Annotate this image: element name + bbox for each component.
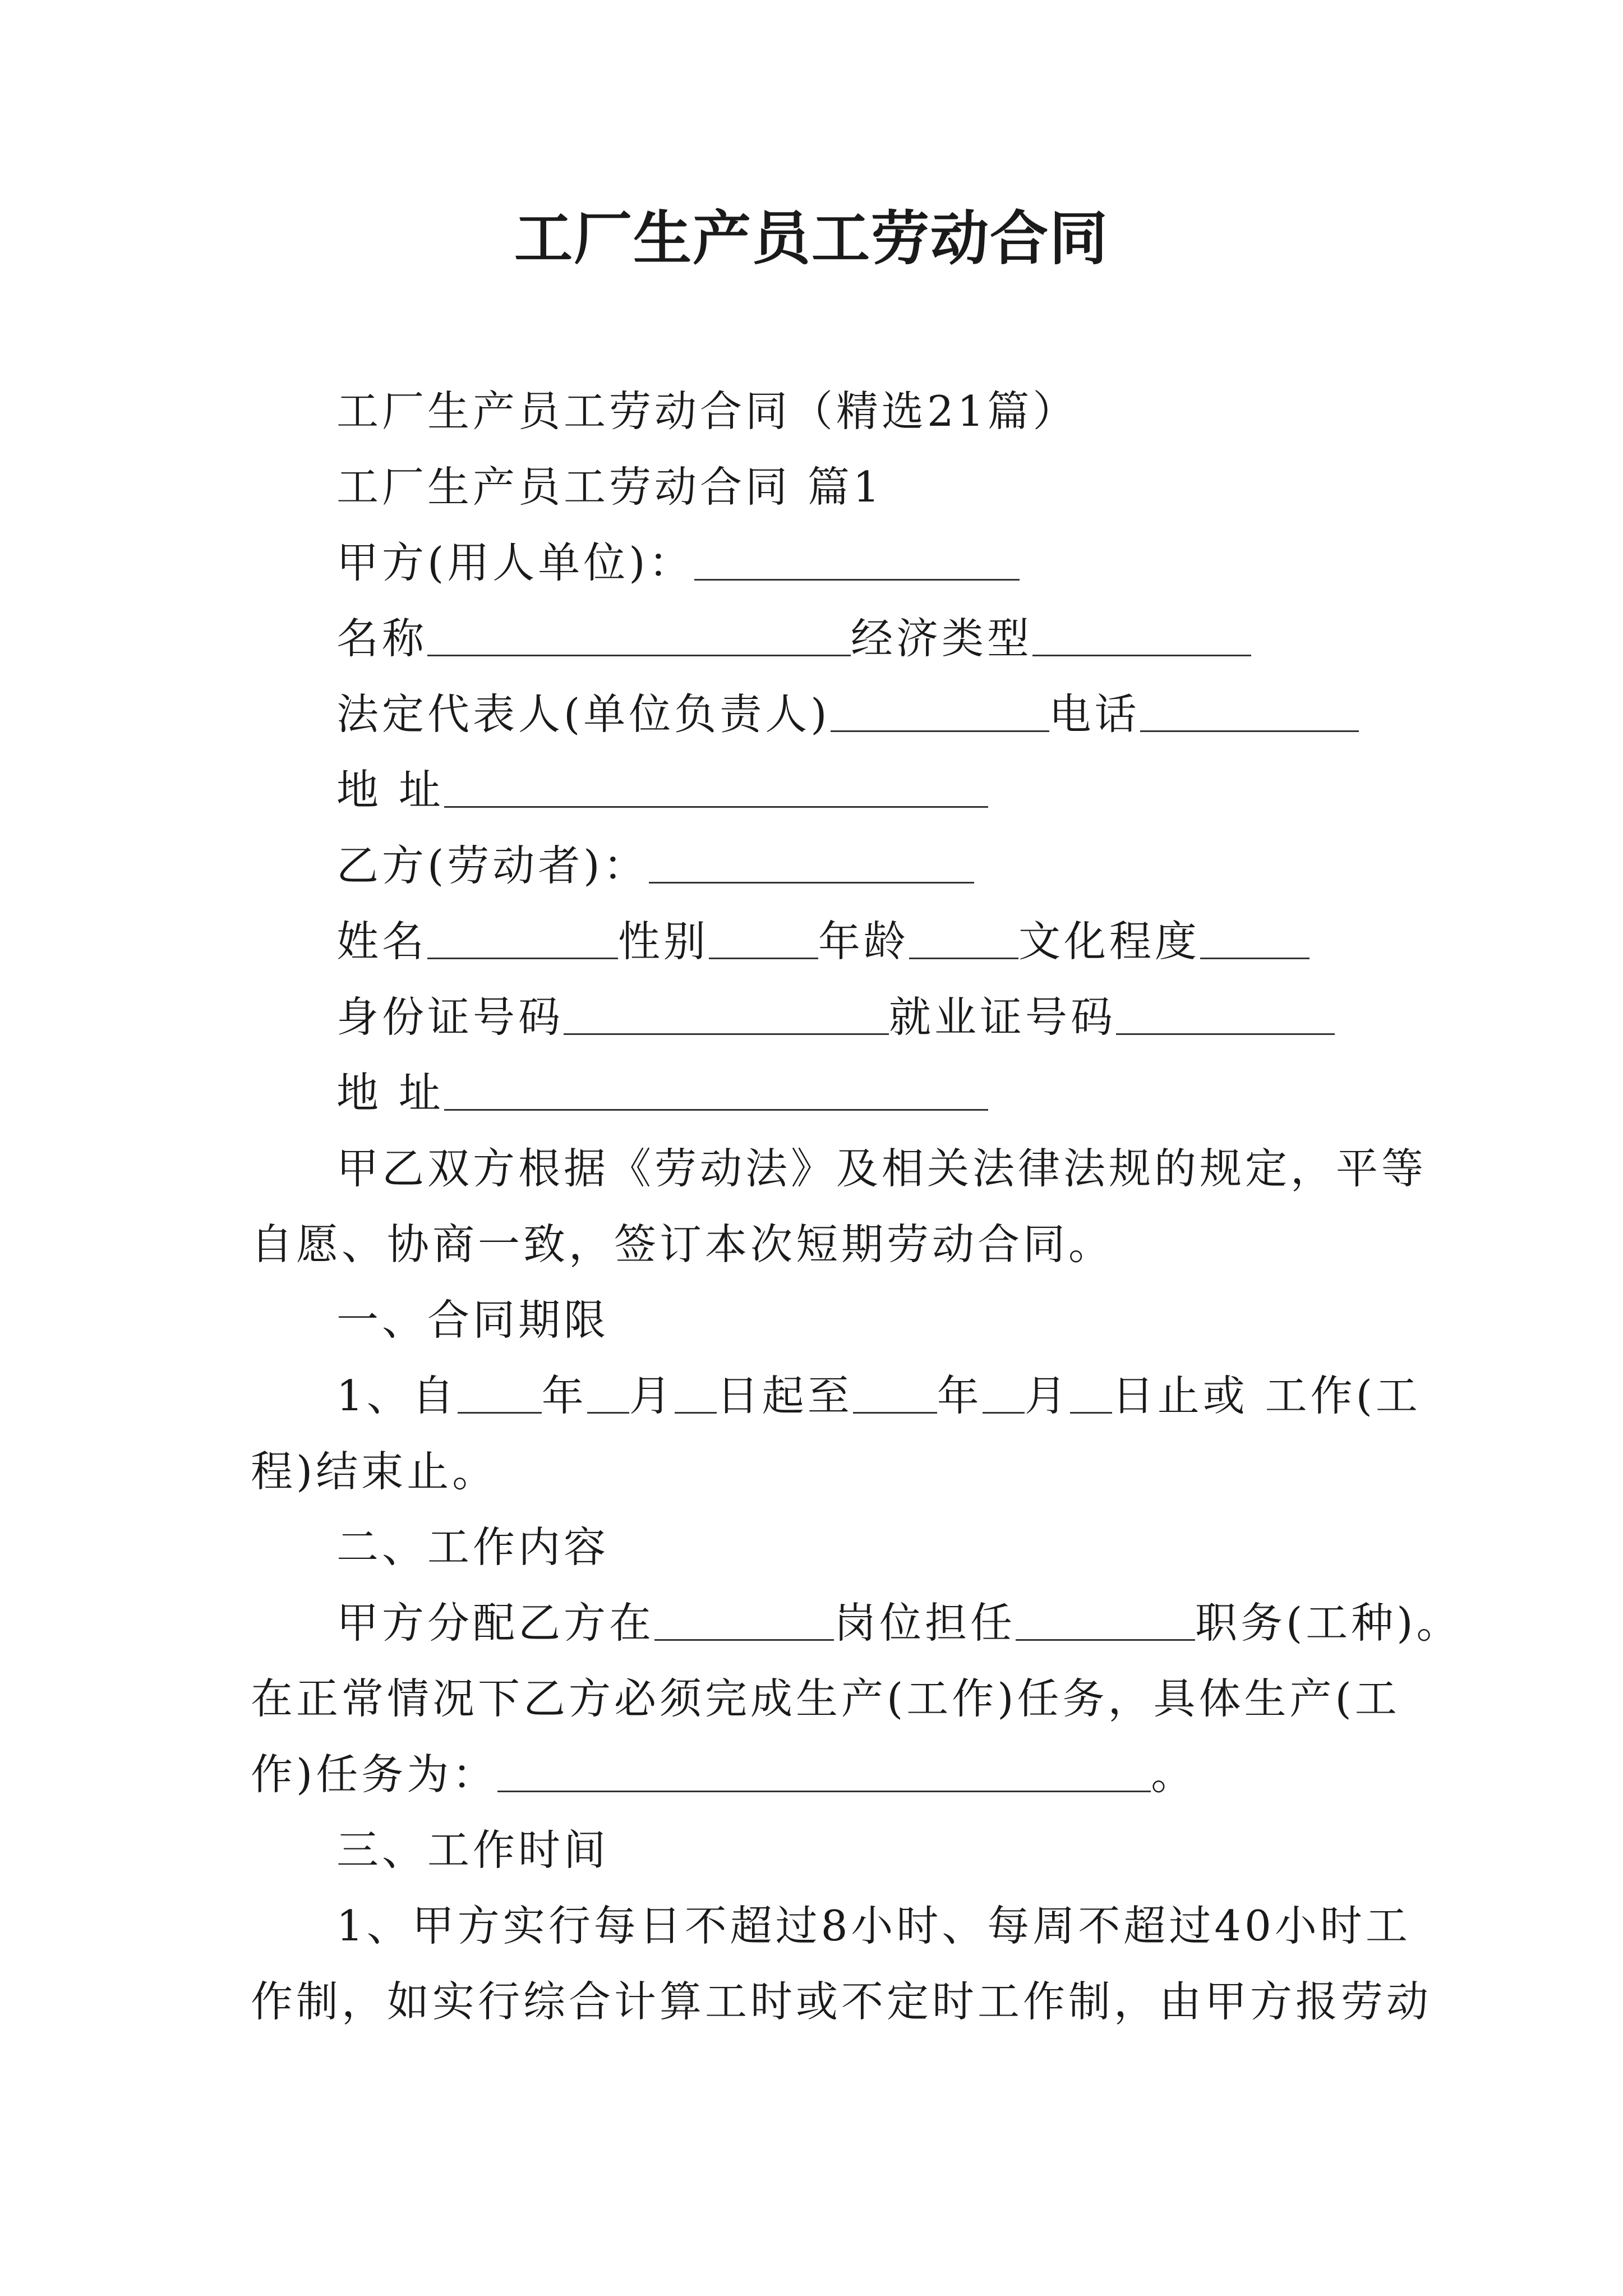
party-a-rep-line [336, 686, 1359, 742]
clause3-heading: 三、工作时间 [336, 1825, 610, 1875]
start-month-blank[interactable] [587, 1373, 629, 1414]
year-text: 年 [937, 1371, 983, 1420]
legal-rep-blank[interactable] [831, 691, 1049, 732]
month-text: 月 [629, 1371, 675, 1420]
address-blank[interactable] [444, 767, 988, 808]
clause3-paragraph-line2: 作制，如实行综合计算工时或不定时工作制，由甲方报劳动 [251, 1977, 1432, 2026]
task-label: 作)任务为： [251, 1750, 498, 1799]
day-start-text: 日起至 [716, 1371, 853, 1420]
id-label: 身份证号码 [336, 992, 564, 1042]
name-blank[interactable] [427, 615, 851, 656]
party-a-blank[interactable] [694, 540, 1020, 581]
month-text: 月 [1024, 1371, 1070, 1420]
start-year-blank[interactable] [458, 1373, 542, 1414]
position-end-text: 职务(工种)。 [1195, 1598, 1462, 1648]
party-a-address-line [336, 762, 988, 818]
party-b-address-line [336, 1065, 988, 1121]
address-label: 地 址 [336, 765, 444, 815]
gender-blank[interactable] [709, 918, 818, 959]
clause2-task-line1: 在正常情况下乙方必须完成生产(工作)任务，具体生产(工 [251, 1674, 1400, 1723]
economic-type-blank[interactable] [1032, 615, 1251, 656]
post-blank[interactable] [654, 1600, 834, 1641]
education-blank[interactable] [1200, 918, 1310, 959]
person-name-label: 姓名 [336, 917, 428, 966]
duty-blank[interactable] [1016, 1600, 1195, 1641]
age-blank[interactable] [909, 918, 1018, 959]
intro-paragraph-line2: 自愿、协商一致，签订本次短期劳动合同。 [251, 1220, 1114, 1269]
task-end: 。 [1151, 1750, 1197, 1799]
phone-blank[interactable] [1140, 691, 1359, 732]
name-label: 名称 [336, 614, 428, 663]
subtitle: 工厂生产员工劳动合同（精选21篇） [336, 386, 1078, 436]
gender-label: 性别 [618, 917, 709, 966]
employment-cert-label: 就业证号码 [889, 992, 1117, 1042]
document-title: 工厂生产员工劳动合同 [514, 204, 1109, 273]
clause2-position-line [336, 1595, 1462, 1651]
intro-paragraph-line1: 甲乙双方根据《劳动法》及相关法律法规的规定，平等 [336, 1144, 1427, 1193]
economic-type-label: 经济类型 [851, 614, 1033, 663]
position-start-text: 甲方分配乙方在 [336, 1598, 655, 1648]
id-blank[interactable] [564, 994, 889, 1035]
clause2-task-line2 [251, 1746, 1196, 1802]
clause1-heading: 一、合同期限 [336, 1295, 610, 1345]
legal-rep-label: 法定代表人(单位负责人) [336, 689, 831, 739]
address-label: 地 址 [336, 1068, 444, 1117]
clause3-paragraph-line1: 1、甲方实行每日不超过8小时、每周不超过40小时工 [336, 1901, 1411, 1950]
clause2-heading: 二、工作内容 [336, 1522, 610, 1572]
party-a-line [336, 535, 1020, 591]
start-day-blank[interactable] [675, 1373, 717, 1414]
party-b-line [336, 838, 974, 894]
party-a-name-line [336, 610, 1251, 666]
education-label: 文化程度 [1018, 917, 1201, 966]
clause1-term-line [336, 1368, 1421, 1424]
age-label: 年龄 [818, 917, 910, 966]
employment-cert-blank[interactable] [1116, 994, 1335, 1035]
party-b-info-line [336, 913, 1310, 969]
phone-label: 电话 [1049, 689, 1140, 739]
position-mid-text: 岗位担任 [834, 1598, 1016, 1648]
party-b-heading: 乙方(劳动者)： [336, 841, 649, 890]
party-a-heading: 甲方(用人单位)： [336, 538, 694, 587]
person-name-blank[interactable] [427, 918, 618, 959]
term-start-text: 1、自 [336, 1371, 458, 1420]
party-b-id-line [336, 989, 1335, 1045]
task-blank[interactable] [497, 1751, 1151, 1792]
clause1-term-line2: 程)结束止。 [251, 1447, 498, 1496]
year-text: 年 [541, 1371, 587, 1420]
end-year-blank[interactable] [853, 1373, 937, 1414]
end-day-blank[interactable] [1070, 1373, 1112, 1414]
end-month-blank[interactable] [983, 1373, 1025, 1414]
party-b-blank[interactable] [649, 843, 974, 884]
day-end-text: 日止或 工作(工 [1112, 1371, 1421, 1420]
address-blank[interactable] [444, 1070, 988, 1111]
section-heading: 工厂生产员工劳动合同 篇1 [336, 462, 883, 512]
